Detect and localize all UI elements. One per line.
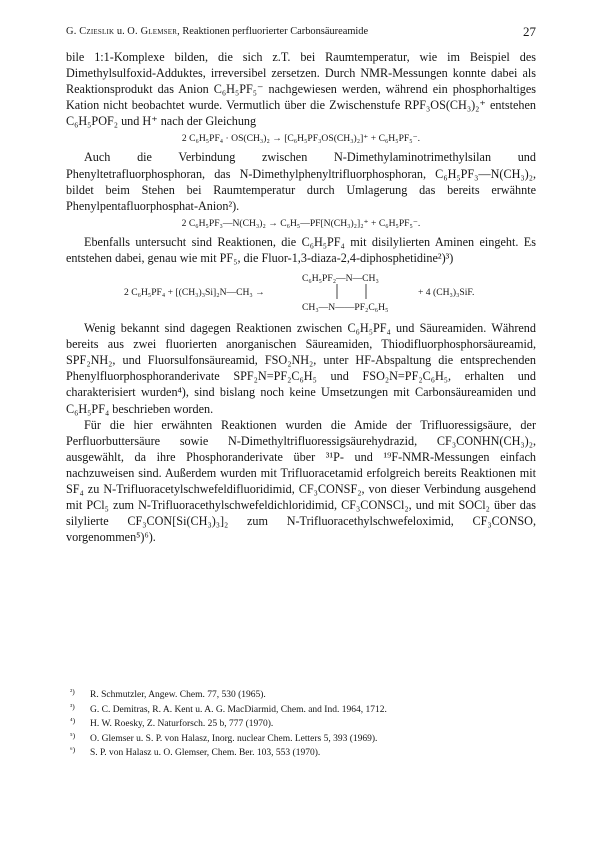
paragraph-4: Wenig bekannt sind dagegen Reaktionen zwischen C₆H₅PF₄ und Säureamiden. Während bereits aus zwei fluorierten anorganischen Säureamiden, Thiodifluorphosphorsäureamid, SPF₂NH₂, und Fluorsulfonsäureamid, FSO₂NH₂, unter HF-Abspaltung die entsprechenden Phenylfluorphosphoranderivate SPF₂N=PF₂C₆H₅ und FSO₂N=PF₂C₆H₅, erhalten und charakterisiert wurden⁴), sind bislang noch keine Umsetzungen mit Carbonsäureamiden und C₆H₅PF₄ beschrieben worden. [66,321,536,416]
footnote [66,703,536,718]
equation-3-ring-bottom: CH₃—N——PF₂C₆H₅ [302,302,389,314]
footnote-text: H. W. Roesky, Z. Naturforsch. 25 b, 777 (1970). [90,719,274,730]
paragraph-2: Auch die Verbindung zwischen N-Dimethylaminotrimethylsilan und Phenyltetrafluorphosphoran, das N-Dimethylphenyltrifluorphosphoran, C₆H₅PF₃—N(CH₃)₂, bildet beim Stehen bei Raumtemperatur durch Umlagerung das bereits erwähnte Phenylpentafluorphosphat-Anion²). [66,150,536,213]
running-header [66,26,536,42]
equation-2: 2 C₆H₅PF₃—N(CH₃)₂ → C₆H₅—PF[N(CH₃)₂]₂⁺ + C₆H₅PF₅⁻. [181,217,421,229]
page-number: 27 [523,24,536,39]
paragraph-5: Für die hier erwähnten Reaktionen wurden die Amide der Trifluoressigsäure, der Perfluorbuttersäure sowie N-Dimethyltrifluoressigsäurehydrazid, CF₃CONHN(CH₃)₂, ausgewählt, da ihre Phosphoranderivate über ³¹P- und ¹⁹F-NMR-Messungen einfach nachzuweisen sind. Außerdem wurden mit Trifluoracetamid erfolgreich bereits Reaktionen mit SF₄ zu N-Trifluoracetylschwefeldifluoridimid, CF₃CONSF₂, von dieser Verbindung ausgehend mit PCl₅ zum N-Trifluoracethylschwefeldichloridimid, CF₃CONSCl₂, und mit SOCl₂ über das silylierte CF₃CON[Si(CH₃)₃]₂ zum N-Trifluoracethylschwefeloximid, CF₃CONSO, vorgenommen⁵)⁶). [66,417,536,545]
ring-bonds [66,268,536,316]
header-author-1: G. Czieslik [66,26,115,37]
equation-3-products: + 4 (CH₃)₃SiF. [418,287,475,299]
footnote-text: R. Schmutzler, Angew. Chem. 77, 530 (1965). [90,690,266,700]
footnote-mark: ⁴) [70,716,76,726]
equation-1: 2 C₆H₅PF₄ · OS(CH₃)₂ → [C₆H₅PF₃OS(CH₃)₂]⁺ + C₆H₅PF₅⁻. [181,133,421,145]
footnote-mark: ²) [70,687,75,696]
footnote-text: S. P. von Halasz u. O. Glemser, Chem. Ber. 103, 553 (1970). [90,748,321,759]
footnote-text: G. C. Demitras, R. A. Kent u. A. G. MacDiarmid, Chem. and Ind. 1964, 1712. [90,704,387,715]
equation-3-reactants: 2 C₆H₅PF₄ + [(CH₃)₃Si]₂N—CH₃ → [124,287,265,299]
footnote [66,688,536,703]
equation-3-structure [66,268,536,316]
running-header-text [66,26,368,37]
paragraph-3: Ebenfalls untersucht sind Reaktionen, die C₆H₅PF₄ mit disilylierten Aminen eingeht. Es entstehen dabei, genau wie mit PF₅, die Fluor-1,3-diaza-2,4-diphosphetidine²)³) [66,234,536,265]
footnote-mark: ³) [70,701,75,711]
footnote [66,717,536,732]
equation-3-ring-top: C₆H₅PF₂—N—CH₃ [302,273,379,285]
footnote [66,732,536,747]
footnote-mark: ⁶) [70,745,76,755]
header-and: u. [116,26,125,37]
header-author-2: O. Glemser [127,26,178,37]
paragraph-1: bile 1:1-Komplexe bilden, die sich z.T. bei Raumtemperatur, wie im Beispiel des Dimethylsulfoxid-Adduktes, irreversibel zersetzen. Durch NMR-Messungen konnte dabei als Reaktionsprodukt das Anion C₆H₅PF₅⁻ nachgewiesen werden, während ein phosphorhaltiges Kation nicht beobachtet wurde. Vermutlich über die Zwischenstufe RPF₃OS(CH₃)₂⁺ entstehen C₆H₅POF₂ und H⁺ nach der Gleichung [66,50,536,129]
main-text [66,49,536,545]
footnote [66,746,536,761]
header-title: , Reaktionen perfluorierter Carbonsäureamide [177,26,369,37]
footnote-mark: ⁵) [70,730,76,740]
footnote-text: O. Glemser u. S. P. von Halasz, Inorg. nuclear Chem. Letters 5, 393 (1969). [90,733,378,744]
footnotes [66,688,536,761]
